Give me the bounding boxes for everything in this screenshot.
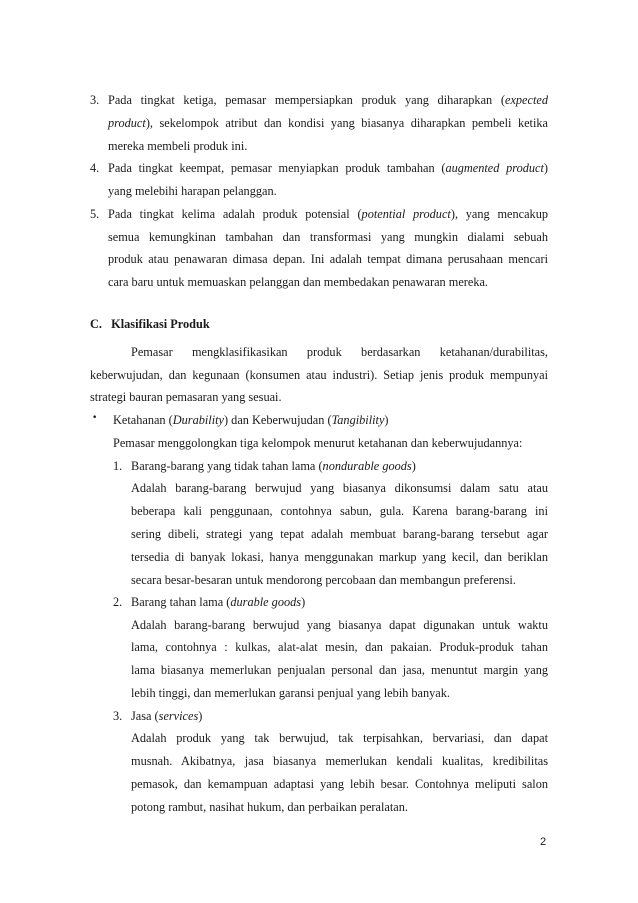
item-number: 2. — [113, 595, 123, 609]
list-item-4-line-1: Pada tingkat keempat, pemasar menyiapkan produk tambahan (augmented product) — [108, 161, 548, 175]
item-3-line-2: musnah. Akibatnya, jasa biasanya memerlukan kendali kualitas, kredibilitas — [131, 754, 548, 768]
list-item-5-line-2: semua kemungkinan tambahan dan transformasi yang mungkin dialami sebuah — [108, 230, 548, 244]
item-1-line-1: Adalah barang-barang berwujud yang biasanya dikonsumsi dalam satu atau — [131, 481, 548, 495]
list-item-3-line-1: Pada tingkat ketiga, pemasar mempersiapkan produk yang diharapkan (expected — [108, 93, 548, 107]
item-2-line-3: lama biasanya memerlukan penjualan personal dan jasa, menuntut margin yang — [131, 663, 548, 677]
item-2-line-4: lebih tinggi, dan memerlukan garansi penjual yang lebih banyak. — [131, 686, 450, 700]
list-number: 4. — [90, 161, 100, 175]
item-number: 3. — [113, 709, 123, 723]
list-item-5-line-1: Pada tingkat kelima adalah produk potensial (potential product), yang mencakup — [108, 207, 548, 221]
item-1-line-4: tersedia di banyak lokasi, hanya menggunakan markup yang kecil, dan beriklan — [131, 550, 548, 564]
bullet-icon: • — [92, 413, 98, 423]
item-3-title: Jasa (services) — [131, 709, 203, 723]
item-1-title: Barang-barang yang tidak tahan lama (nondurable goods) — [131, 459, 416, 473]
list-number: 5. — [90, 207, 100, 221]
item-1-line-3: sering dibeli, strategi yang tepat adalah membuat barang-barang tersebut agar — [131, 527, 548, 541]
section-heading: C. Klasifikasi Produk — [90, 317, 210, 331]
item-3-line-1: Adalah produk yang tak berwujud, tak terpisahkan, bervariasi, dan dapat — [131, 731, 548, 745]
intro-line-2: keberwujudan, dan kegunaan (konsumen atau industri). Setiap jenis produk mempunyai — [90, 368, 548, 382]
item-1-line-5: secara besar-besaran untuk mendorong percobaan dan membangun preferensi. — [131, 573, 516, 587]
item-2-line-2: lama, contohnya : kulkas, alat-alat mesin, dan pakaian. Produk-produk tahan — [131, 640, 548, 654]
item-3-line-4: potong rambut, nasihat hukum, dan perbaikan peralatan. — [131, 800, 408, 814]
bullet-title: Ketahanan (Durability) dan Keberwujudan (Tangibility) — [113, 413, 389, 427]
list-item-4-line-2: yang melebihi harapan pelanggan. — [108, 184, 277, 198]
bullet-intro: Pemasar menggolongkan tiga kelompok menurut ketahanan dan keberwujudannya: — [113, 436, 523, 450]
item-2-title: Barang tahan lama (durable goods) — [131, 595, 306, 609]
list-item-5-line-4: cara baru untuk memuaskan pelanggan dan membedakan penawaran mereka. — [108, 275, 489, 289]
page-number: 2 — [540, 836, 547, 848]
intro-line-1: Pemasar mengklasifikasikan produk berdasarkan ketahanan/durabilitas, — [131, 345, 548, 359]
list-item-3-line-3: mereka membeli produk ini. — [108, 139, 248, 153]
intro-line-3: strategi bauran pemasaran yang sesuai. — [90, 390, 282, 404]
list-item-3-line-2: product), sekelompok atribut dan kondisi yang biasanya diharapkan pembeli ketika — [108, 116, 548, 130]
item-3-line-3: pemasok, dan kemampuan adaptasi yang lebih besar. Contohnya meliputi salon — [131, 777, 548, 791]
item-1-line-2: beberapa kali penggunaan, contohnya sabun, gula. Karena barang-barang ini — [131, 504, 548, 518]
item-2-line-1: Adalah barang-barang berwujud yang biasanya dapat digunakan untuk waktu — [131, 618, 548, 632]
list-item-5-line-3: produk atau penawaran dimasa depan. Ini adalah tempat dimana perusahaan mencari — [108, 252, 548, 266]
list-number: 3. — [90, 93, 100, 107]
item-number: 1. — [113, 459, 123, 473]
